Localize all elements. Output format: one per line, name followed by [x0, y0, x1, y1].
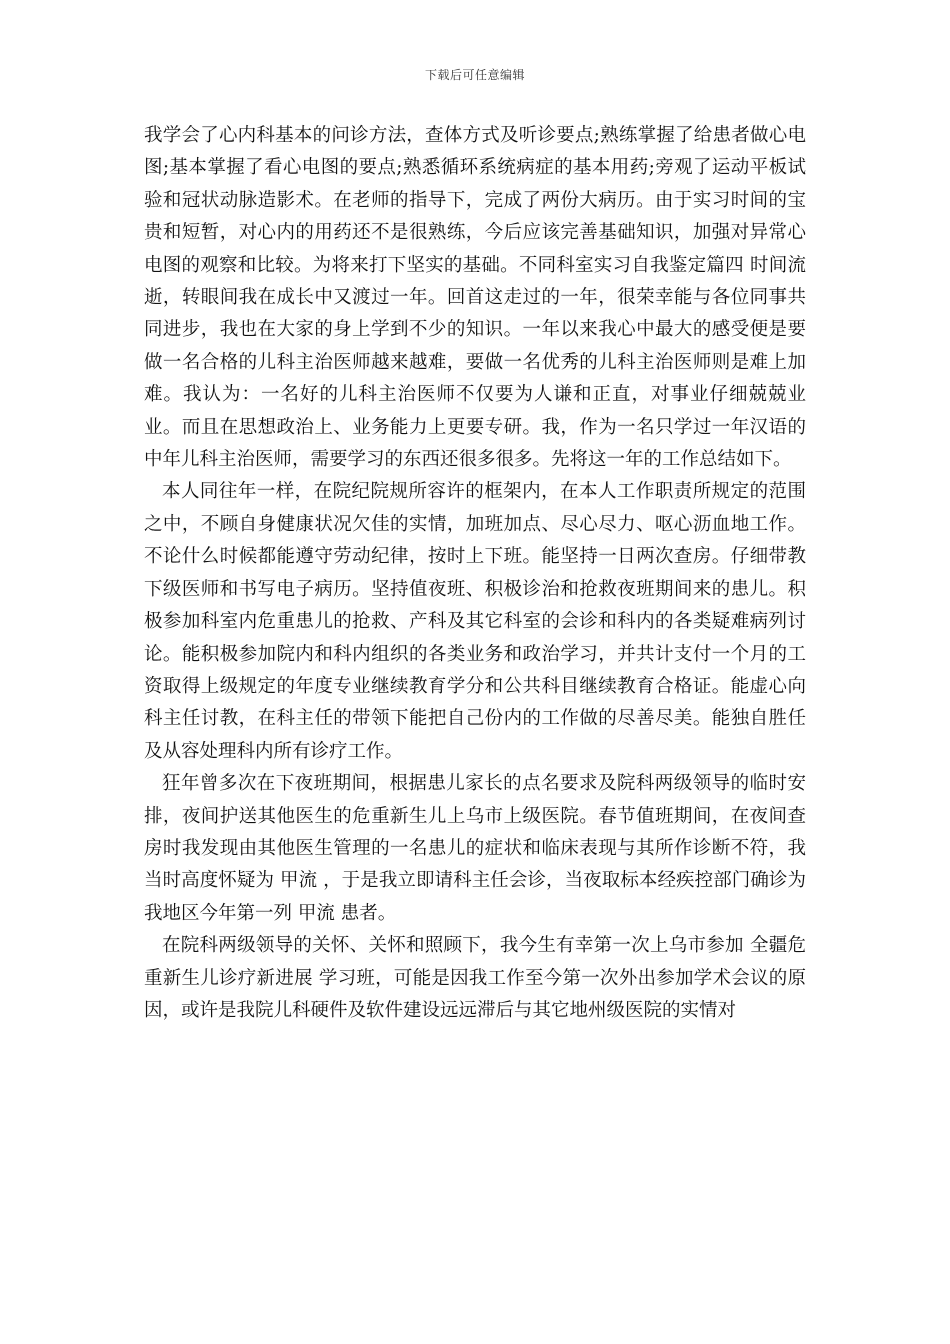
body-text — [144, 120, 806, 1027]
paragraph-3: 狂年曾多次在下夜班期间，根据患儿家长的点名要求及院科两级领导的临时安排，夜间护送其他医生的危重新生儿上乌市上级医院。春节值班期间，在夜间查房时我发现由其他医生管理的一名患儿的症状和临床表现与其所作诊断不符，我当时高度怀疑为 甲流 ，于是我立即请科主任会诊，当夜取标本经疾控部门确诊为我地区今年第一列 甲流 患者。 — [144, 773, 806, 924]
page-header: 下载后可任意编辑 — [424, 68, 525, 82]
paragraph-1: 我学会了心内科基本的问诊方法，查体方式及听诊要点;熟练掌握了给患者做心电图;基本掌握了看心电图的要点;熟悉循环系统病症的基本用药;旁观了运动平板试验和冠状动脉造影术。在老师的指导下，完成了两份大病历。由于实习时间的宝贵和短暂，对心内的用药还不是很熟练，今后应该完善基础知识，加强对异常心电图的观察和比较。为将来打下坚实的基础。不同科室实习自我鉴定篇四 时间流逝，转眼间我在成长中又渡过一年。回首这走过的一年，很荣幸能与各位同事共同进步，我也在大家的身上学到不少的知识。一年以来我心中最大的感受便是要做一名合格的儿科主治医师越来越难，要做一名优秀的儿科主治医师则是难上加难。我认为：一名好的儿科主治医师不仅要为人谦和正直，对事业仔细兢兢业业。而且在思想政治上、业务能力上更要专研。我，作为一名只学过一年汉语的中年儿科主治医师，需要学习的东西还很多很多。先将这一年的工作总结如下。 — [144, 125, 806, 471]
paragraph-2: 本人同往年一样，在院纪院规所容许的框架内，在本人工作职责所规定的范围之中，不顾自身健康状况欠佳的实情，加班加点、尽心尽力、呕心沥血地工作。不论什么时候都能遵守劳动纪律，按时上下班。能坚持一日两次查房。仔细带教下级医师和书写电子病历。坚持值夜班、积极诊治和抢救夜班期间来的患儿。积极参加科室内危重患儿的抢救、产科及其它科室的会诊和科内的各类疑难病列讨论。能积极参加院内和科内组织的各类业务和政治学习，并共计支付一个月的工资取得上级规定的年度专业继续教育学分和公共科目继续教育合格证。能虚心向科主任讨教，在科主任的带领下能把自己份内的工作做的尽善尽美。能独自胜任及从容处理科内所有诊疗工作。 — [144, 481, 806, 762]
paragraph-4: 在院科两级领导的关怀、关怀和照顾下，我今生有幸第一次上乌市参加 全疆危重新生儿诊疗新进展 学习班，可能是因我工作至今第一次外出参加学术会议的原因，或许是我院儿科硬件及软件建设远远滞后与其它地州级医院的实情对 — [144, 935, 806, 1021]
